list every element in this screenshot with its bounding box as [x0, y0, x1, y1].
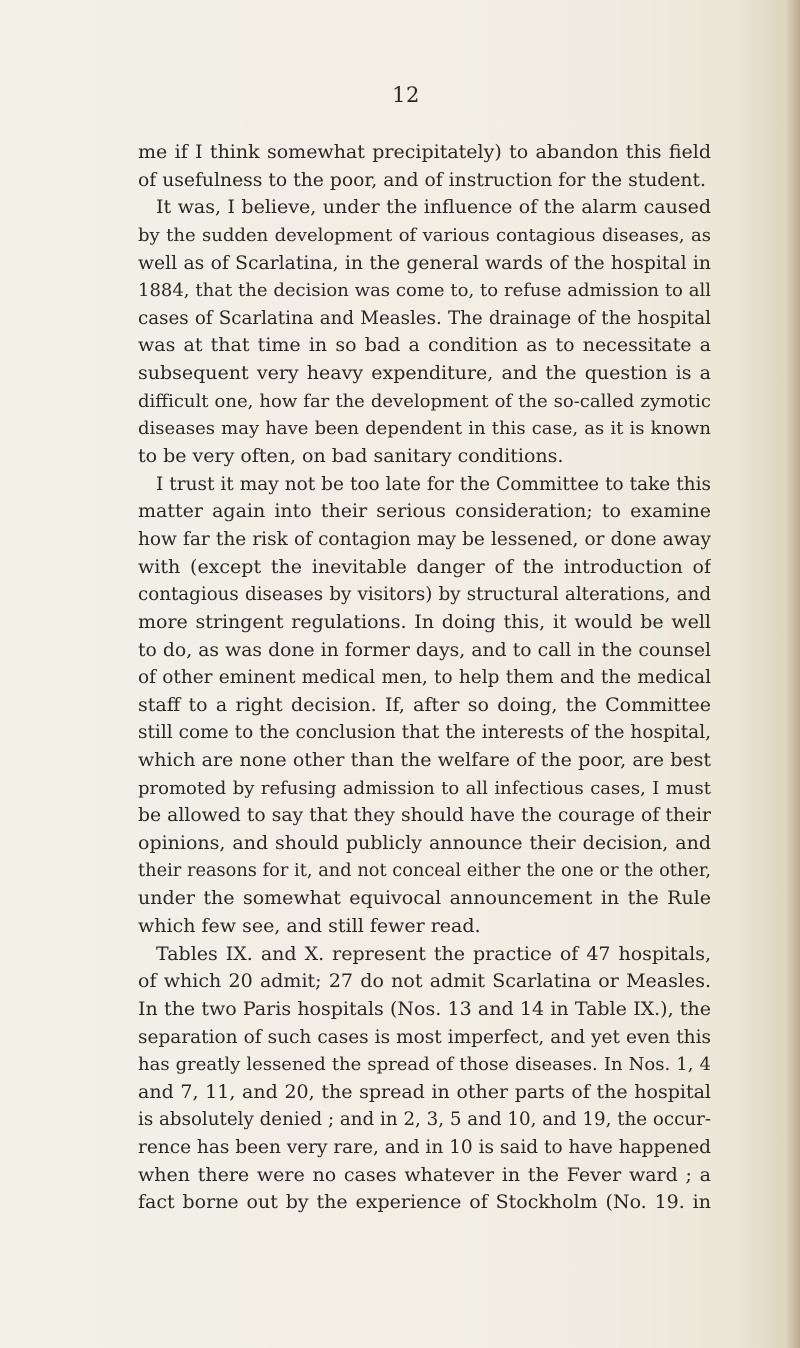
text-line: me if I think somewhat precipitately) to abandon this field [138, 141, 711, 163]
text-line: with (except the inevitable danger of the introduction of [138, 555, 711, 578]
page-edge-shadow [786, 0, 800, 1348]
text-line: was at that time in so bad a condition as to necessitate a [138, 334, 711, 357]
text-line: contagious diseases by visitors) by structural alterations, and [138, 584, 711, 606]
text-line: has greatly lessened the spread of those diseases. In Nos. 1, 4 [138, 1054, 711, 1076]
text-line: matter again into their serious consideration; to examine [138, 500, 711, 523]
text-line: rence has been very rare, and in 10 is said to have happened [138, 1137, 711, 1159]
text-line: their reasons for it, and not conceal either the one or the other, [138, 860, 711, 881]
text-line: diseases may have been dependent in this case, as it is known [138, 418, 711, 440]
text-line: of other eminent medical men, to help them and the medical [138, 667, 711, 689]
text-line: opinions, and should publicly announce their decision, and [138, 832, 711, 855]
text-line: cases of Scarlatina and Measles. The drainage of the hospital [138, 307, 711, 329]
text-line: I trust it may not be too late for the Committee to take this [156, 473, 711, 495]
text-line: Tables IX. and X. represent the practice of 47 hospitals, [156, 942, 711, 965]
text-line: when there were no cases whatever in the Fever ward ; a [138, 1163, 711, 1186]
text-line: subsequent very heavy expenditure, and the question is a [138, 362, 711, 385]
text-line: of usefulness to the poor, and of instruction for the student. [138, 169, 706, 191]
text-line: to do, as was done in former days, and to call in the counsel [138, 639, 711, 661]
text-line: by the sudden development of various contagious diseases, as [138, 224, 711, 246]
text-line: how far the risk of contagion may be lessened, or done away [138, 528, 711, 550]
text-line: fact borne out by the experience of Stockholm (No. 19. in [138, 1191, 711, 1214]
text-line: promoted by refusing admission to all infectious cases, I must [138, 777, 711, 799]
text-line: which are none other than the welfare of the poor, are best [138, 749, 711, 772]
text-line: under the somewhat equivocal announcement in the Rule [138, 887, 711, 910]
text-line: still come to the conclusion that the interests of the hospital, [138, 722, 711, 744]
text-line: well as of Scarlatina, in the general wards of the hospital in [138, 252, 711, 274]
page-number: 12 [392, 83, 420, 107]
text-line: of which 20 admit; 27 do not admit Scarlatina or Measles. [138, 970, 711, 993]
text-line: separation of such cases is most imperfect, and yet even this [138, 1026, 711, 1048]
text-line: is absolutely denied ; and in 2, 3, 5 and 10, and 19, the occur- [138, 1109, 711, 1131]
text-line: be allowed to say that they should have the courage of their [138, 805, 711, 827]
text-line: It was, I believe, under the influence of the alarm caused [156, 196, 711, 219]
body-text [138, 139, 711, 1217]
text-line: more stringent regulations. In doing this, it would be well [138, 610, 711, 633]
text-line: difficult one, how far the development of the so-called zymotic [138, 390, 711, 412]
text-line: which few see, and still fewer read. [138, 914, 481, 937]
text-line: to be very often, on bad sanitary conditions. [138, 445, 564, 468]
text-line: 1884, that the decision was come to, to refuse admission to all [138, 280, 711, 302]
text-line: staff to a right decision. If, after so doing, the Committee [138, 693, 711, 716]
text-line: and 7, 11, and 20, the spread in other parts of the hospital [138, 1080, 711, 1103]
text-line: In the two Paris hospitals (Nos. 13 and 14 in Table IX.), the [138, 997, 711, 1020]
